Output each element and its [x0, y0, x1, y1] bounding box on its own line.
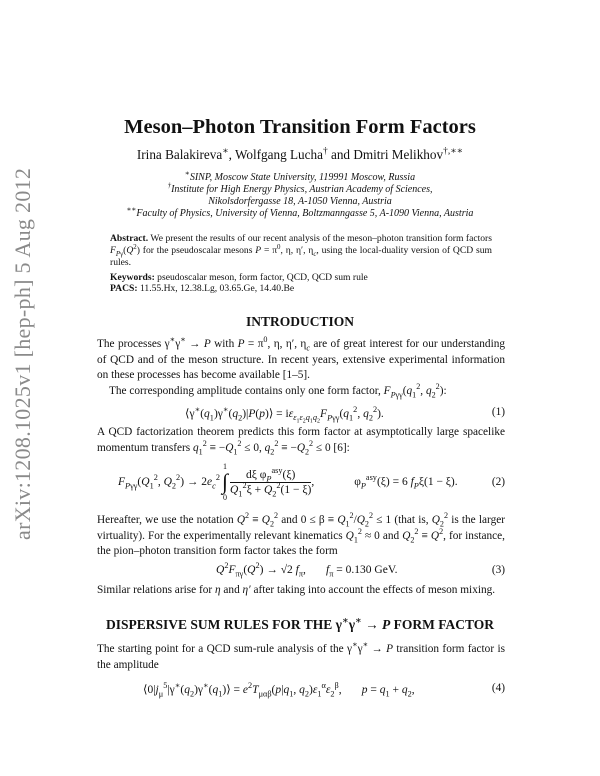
keywords-label: Keywords:: [110, 272, 155, 283]
equation-3: $Q^2F_{\pi\gamma}(Q^2) \to √2$ $f_\pi$, $f_\pi = 0.130$ GeV.: [216, 561, 398, 579]
equation-2: $F_{P\gamma\gamma}(Q_1^2$, $Q_2^2) \to 2e_c^2$ 1 ∫ 0 $\frac{d\xi \varphi_P^{asy}(\xi)}{Q_1^2\xi + Q_2^2(1 - \xi)}$ , $\varphi_P^{asy}(\xi) = 6$ $f_P\xi(1 - \xi)$.: [118, 462, 458, 502]
paragraph-mixing: Similar relations arise for η and η′ after taking into account the effects of meson mixing.: [97, 584, 496, 596]
keywords-text: pseudoscalar meson, form factor, QCD, QCD sum rule: [157, 272, 368, 283]
affiliation-hephy-address: Nikolsdorfergasse 18, A-1050 Vienna, Austria: [208, 196, 392, 207]
affiliation-vienna: ∗∗Faculty of Physics, University of Vienna, Boltzmanngasse 5, A-1090 Vienna, Austria: [126, 205, 474, 219]
abstract: Abstract. We present the results of our recent analysis of the meson–photon transition form factors $F_{P\gamma}(Q^2)$ for the pseudoscalar mesons $P = \pi^0$, η, η′, $\eta_c$, using the local-duality version of QCD sum rules.: [110, 233, 492, 268]
paragraph-amplitude: The corresponding amplitude contains only one form factor, $F_{P\gamma\gamma}(q_1^2$, $q_2^2$):: [109, 382, 447, 400]
paragraph-notation: Hereafter, we use the notation $Q^2 \equiv Q_2^2$ and $0 \le \beta \equiv Q_1^2/Q_2^2 \le 1$ (that is, $Q_2^2$ is the larger virtuality). For the experimentally relevant kinematics $Q_1^2 \approx 0$ and $Q_2^2 \equiv Q^2$, for instance, the pion–photon transition form factor takes the form: [97, 511, 505, 557]
arxiv-stamp: arXiv:1208.1025v1 [hep-ph] 5 Aug 2012: [10, 167, 35, 540]
author-list: Irina Balakireva∗, Wolfgang Lucha† and Dmitri Melikhov†,∗∗: [136, 146, 464, 162]
pacs-text: 11.55.Hx, 12.38.Lg, 03.65.Ge, 14.40.Be: [139, 283, 295, 294]
equation-number-4: (4): [491, 682, 505, 694]
pacs: [110, 283, 492, 294]
abstract-label: Abstract.: [110, 233, 149, 244]
paragraph-factorization: A QCD factorization theorem predicts this form factor at asymptotically large spacelike momentum transfers $q_1^2 \equiv -Q_1^2 \le 0$, $q_2^2 \equiv -Q_2^2 \le 0$ [6]:: [97, 426, 505, 456]
section-heading-dispersive: DISPERSIVE SUM RULES FOR THE γ∗γ∗ → P FORM FACTOR: [105, 615, 494, 632]
keywords: [110, 272, 492, 283]
paragraph-intro: The processes γ∗γ∗ → P with $P = \pi^0$, η, η′, $\eta_c$ are of great interest for our understanding of QCD and of the meson structure. In recent years, extensive experimental information on these processes has become available [1–5].: [97, 335, 506, 381]
affiliation-hephy: †Institute for High Energy Physics, Austrian Academy of Sciences,: [167, 181, 433, 195]
paper-title: Meson–Photon Transition Form Factors: [124, 116, 476, 138]
affiliation-sinp: ∗SINP, Moscow State University, 119991 Moscow, Russia: [184, 169, 416, 183]
paragraph-starting-point: The starting point for a QCD sum-rule analysis of the γ∗γ∗ → P transition form factor is the amplitude: [97, 640, 505, 671]
pacs-label: PACS:: [110, 283, 138, 294]
equation-number-2: (2): [491, 476, 505, 488]
equation-4: $⟨0|j_\mu^5|\gamma^∗(q_2)\gamma^∗(q_1)⟩ = e^2T_{\mu\alpha\beta}(p|q_1$, $q_2)\varepsilon_1^\alpha\varepsilon_2^\beta$, $p = q_1 + q_2$,: [143, 681, 415, 699]
section-heading-introduction: INTRODUCTION: [245, 314, 354, 329]
equation-number-1: (1): [491, 406, 505, 418]
equation-number-3: (3): [491, 564, 505, 576]
equation-1: $⟨\gamma^∗(q_1)\gamma^∗(q_2)|P(p)⟩ = i\varepsilon_{\varepsilon_1\varepsilon_2q_1q_2}F_{P\gamma\gamma}(q_1^2$, $q_2^2$).: [185, 405, 384, 425]
